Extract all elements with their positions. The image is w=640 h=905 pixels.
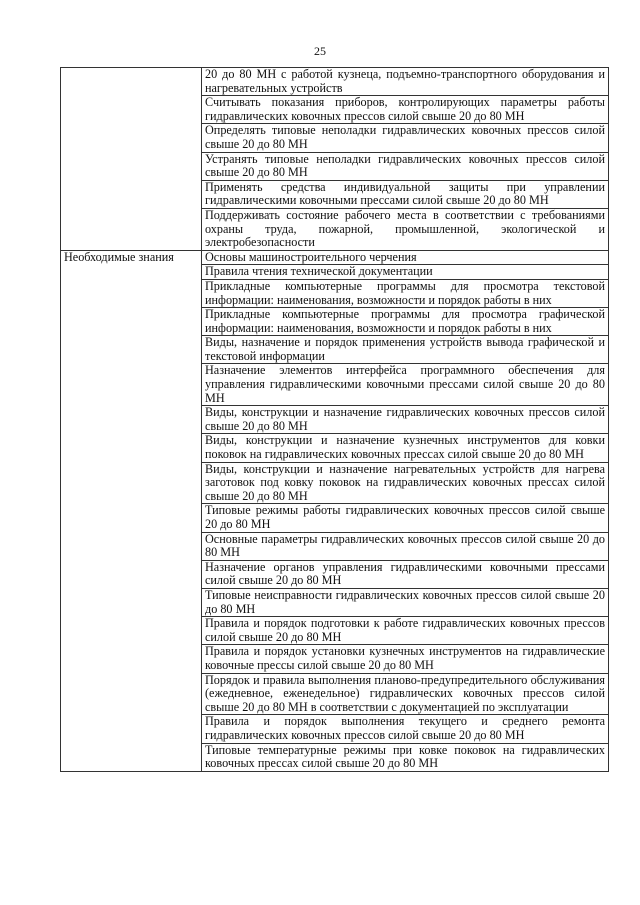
requirements-table [60, 67, 609, 772]
knowledge-item: Назначение органов управления гидравлическими ковочными прессами силой свыше 20 до 80 МН [202, 560, 609, 588]
knowledge-item: Правила и порядок установки кузнечных инструментов на гидравлические ковочные прессы силой свыше 20 до 80 МН [202, 645, 609, 673]
requirements-table-body [61, 68, 609, 772]
skill-item: Устранять типовые неполадки гидравлических ковочных прессов силой свыше 20 до 80 МН [202, 152, 609, 180]
skill-item: 20 до 80 МН с работой кузнеца, подъемно-транспортного оборудования и нагревательных устройств [202, 68, 609, 96]
skill-item: Считывать показания приборов, контролирующих параметры работы гидравлических ковочных прессов силой свыше 20 до 80 МН [202, 96, 609, 124]
skill-item: Применять средства индивидуальной защиты при управлении гидравлическими ковочными прессами силой свыше 20 до 80 МН [202, 180, 609, 208]
skills-label-cell [61, 68, 202, 251]
knowledge-item: Прикладные компьютерные программы для просмотра графической информации: наименования, возможности и порядок работы в них [202, 308, 609, 336]
knowledge-item: Правила и порядок выполнения текущего и среднего ремонта гидравлических ковочных прессов силой свыше 20 до 80 МН [202, 715, 609, 743]
knowledge-item: Правила и порядок подготовки к работе гидравлических ковочных прессов силой свыше 20 до 80 МН [202, 617, 609, 645]
knowledge-item: Прикладные компьютерные программы для просмотра текстовой информации: наименования, возможности и порядок работы в них [202, 279, 609, 307]
knowledge-item: Типовые режимы работы гидравлических ковочных прессов силой свыше 20 до 80 МН [202, 504, 609, 532]
knowledge-item: Виды, конструкции и назначение кузнечных инструментов для ковки поковок на гидравлических ковочных прессах силой свыше 20 до 80 МН [202, 434, 609, 462]
table-row [61, 250, 609, 265]
knowledge-item: Виды, конструкции и назначение гидравлических ковочных прессов силой свыше 20 до 80 МН [202, 406, 609, 434]
knowledge-item: Виды, назначение и порядок применения устройств вывода графической и текстовой информации [202, 336, 609, 364]
skill-item: Поддерживать состояние рабочего места в соответствии с требованиями охраны труда, пожарной, промышленной, экологической и электробезопасности [202, 208, 609, 250]
skill-item: Определять типовые неполадки гидравлических ковочных прессов силой свыше 20 до 80 МН [202, 124, 609, 152]
knowledge-item: Правила чтения технической документации [202, 265, 609, 280]
knowledge-item: Порядок и правила выполнения планово-предупредительного обслуживания (ежедневное, еженедельное) гидравлических ковочных прессов силой свыше 20 до 80 МН в соответствии с документацией по эксплуатации [202, 673, 609, 715]
knowledge-item: Типовые неисправности гидравлических ковочных прессов силой свыше 20 до 80 МН [202, 588, 609, 616]
knowledge-item: Виды, конструкции и назначение нагревательных устройств для нагрева заготовок под ковку поковок на гидравлических ковочных прессах силой свыше 20 до 80 МН [202, 462, 609, 504]
knowledge-item: Основные параметры гидравлических ковочных прессов силой свыше 20 до 80 МН [202, 532, 609, 560]
table-row [61, 68, 609, 96]
knowledge-item: Назначение элементов интерфейса программного обеспечения для управления гидравлическими ковочными прессами силой свыше 20 до 80 МН [202, 364, 609, 406]
knowledge-item: Основы машиностроительного черчения [202, 250, 609, 265]
page-number: 25 [314, 44, 326, 58]
knowledge-label-cell: Необходимые знания [61, 250, 202, 771]
knowledge-item: Типовые температурные режимы при ковке поковок на гидравлических ковочных прессах силой свыше 20 до 80 МН [202, 743, 609, 771]
